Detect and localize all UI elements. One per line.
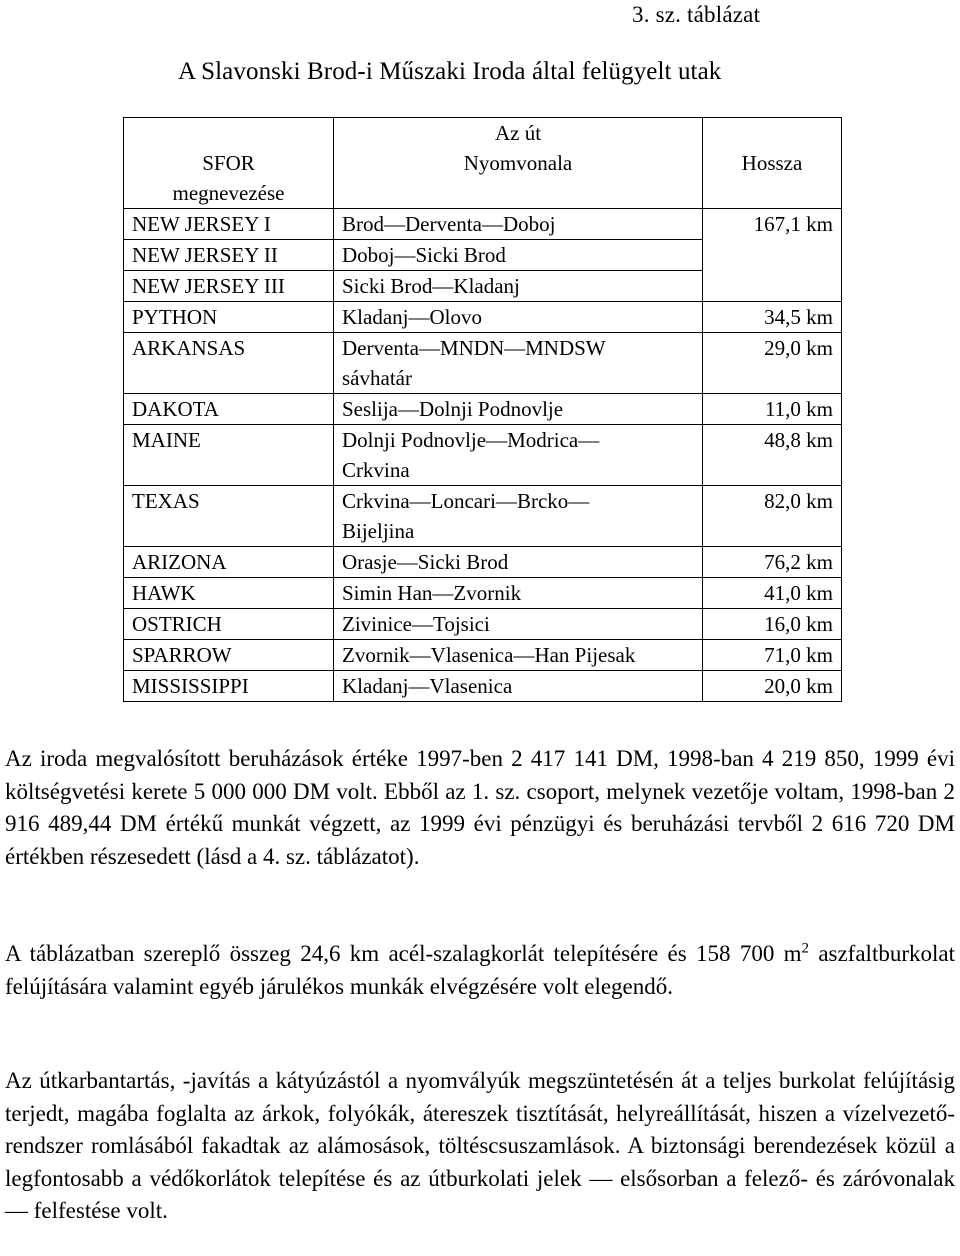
- road-length: 41,0 km: [703, 578, 842, 609]
- road-name: ARIZONA: [124, 547, 334, 578]
- table-row: [124, 671, 842, 702]
- paragraph-guardrail-text-rest: aszfaltburkolat felújítására valamint egyéb járulékos munkák elvégzésére volt elegendő.: [5, 941, 955, 999]
- road-route: Crkvina—Loncari—Brcko—Bijeljina: [334, 486, 703, 547]
- road-name: NEW JERSEY II: [124, 240, 334, 271]
- road-route: Kladanj—Olovo: [334, 302, 703, 333]
- road-name: HAWK: [124, 578, 334, 609]
- road-name: ARKANSAS: [124, 333, 334, 394]
- road-route: Orasje—Sicki Brod: [334, 547, 703, 578]
- road-length: 20,0 km: [703, 671, 842, 702]
- road-name: TEXAS: [124, 486, 334, 547]
- paragraph-investments: Az iroda megvalósított beruházások értéke 1997-ben 2 417 141 DM, 1998-ban 4 219 850, 1999 évi költségvetési kerete 5 000 000 DM volt. Ebből az 1. sz. csoport, melynek vezetője voltam, 1998-ban 2 916 489,44 DM értékű munkát végzett, az 1999 évi pénzügyi és beruházási tervből 2 616 720 DM értékben részesedett (lásd a 4. sz. táblázatot).: [5, 746, 955, 869]
- road-length: 71,0 km: [703, 640, 842, 671]
- road-route: Sicki Brod—Kladanj: [334, 271, 703, 302]
- road-length: 34,5 km: [703, 302, 842, 333]
- road-name: SPARROW: [124, 640, 334, 671]
- header-route: Nyomvonala: [334, 148, 703, 209]
- table-row: [124, 302, 842, 333]
- table-row: [124, 394, 842, 425]
- table-number-label: 3. sz. táblázat: [632, 2, 761, 27]
- road-route: Seslija—Dolnji Podnovlje: [334, 394, 703, 425]
- road-length: 11,0 km: [703, 394, 842, 425]
- table-row: [124, 578, 842, 609]
- road-name: OSTRICH: [124, 609, 334, 640]
- road-route: Derventa—MNDN—MNDSW sávhatár: [334, 333, 703, 394]
- road-route: Brod—Derventa—Doboj: [334, 209, 703, 240]
- header-length: Hossza: [703, 118, 842, 209]
- road-name: MISSISSIPPI: [124, 671, 334, 702]
- road-length: 48,8 km: [703, 425, 842, 486]
- road-route: Simin Han—Zvornik: [334, 578, 703, 609]
- paragraph-guardrail-text: A táblázatban szereplő összeg 24,6 km acél-szalagkorlát telepítésére és 158 700 m: [5, 941, 802, 966]
- header-col1-line1: SFOR: [202, 151, 255, 175]
- table-row: [124, 640, 842, 671]
- header-group-az-ut: Az út: [334, 118, 703, 149]
- table-row: [124, 425, 842, 486]
- road-route: Zvornik—Vlasenica—Han Pijesak: [334, 640, 703, 671]
- road-length: 82,0 km: [703, 486, 842, 547]
- road-route: Dolnji Podnovlje—Modrica—Crkvina: [334, 425, 703, 486]
- road-length: 29,0 km: [703, 333, 842, 394]
- table-row: [124, 333, 842, 394]
- road-route: Zivinice—Tojsici: [334, 609, 703, 640]
- roads-table: [123, 117, 842, 702]
- table-row: [124, 609, 842, 640]
- road-name: DAKOTA: [124, 394, 334, 425]
- header-sfor-name: [124, 118, 334, 209]
- table-row: [124, 547, 842, 578]
- road-route: Kladanj—Vlasenica: [334, 671, 703, 702]
- table-row: [124, 209, 842, 240]
- paragraph-guardrail: [5, 938, 955, 1003]
- header-col1-line2: megnevezése: [172, 181, 285, 205]
- road-length-merged: 167,1 km: [703, 209, 842, 302]
- road-route: Doboj—Sicki Brod: [334, 240, 703, 271]
- road-length: 16,0 km: [703, 609, 842, 640]
- superscript-2: 2: [801, 940, 810, 957]
- document-title: A Slavonski Brod-i Műszaki Iroda által felügyelt utak: [178, 58, 722, 85]
- road-name: NEW JERSEY III: [124, 271, 334, 302]
- table-header-row: [124, 118, 842, 149]
- paragraph-maintenance: Az útkarbantartás, -javítás a kátyúzástól a nyomvályúk megszüntetésén át a teljes burkolat felújításig terjedt, magába foglalta az árkok, folyókák, átereszek tisztítását, helyreállítását, hiszen a vízelvezető-rendszer romlásából fakadtak az alámosások, töltéscsuszamlások. A biztonsági berendezések közül a legfontosabb a védőkorlátok telepítése és az útburkolati jelek — elsősorban a felező- és záróvonalak — felfestése volt.: [5, 1068, 955, 1223]
- road-name: MAINE: [124, 425, 334, 486]
- table-row: [124, 486, 842, 547]
- road-name: NEW JERSEY I: [124, 209, 334, 240]
- road-length: 76,2 km: [703, 547, 842, 578]
- road-name: PYTHON: [124, 302, 334, 333]
